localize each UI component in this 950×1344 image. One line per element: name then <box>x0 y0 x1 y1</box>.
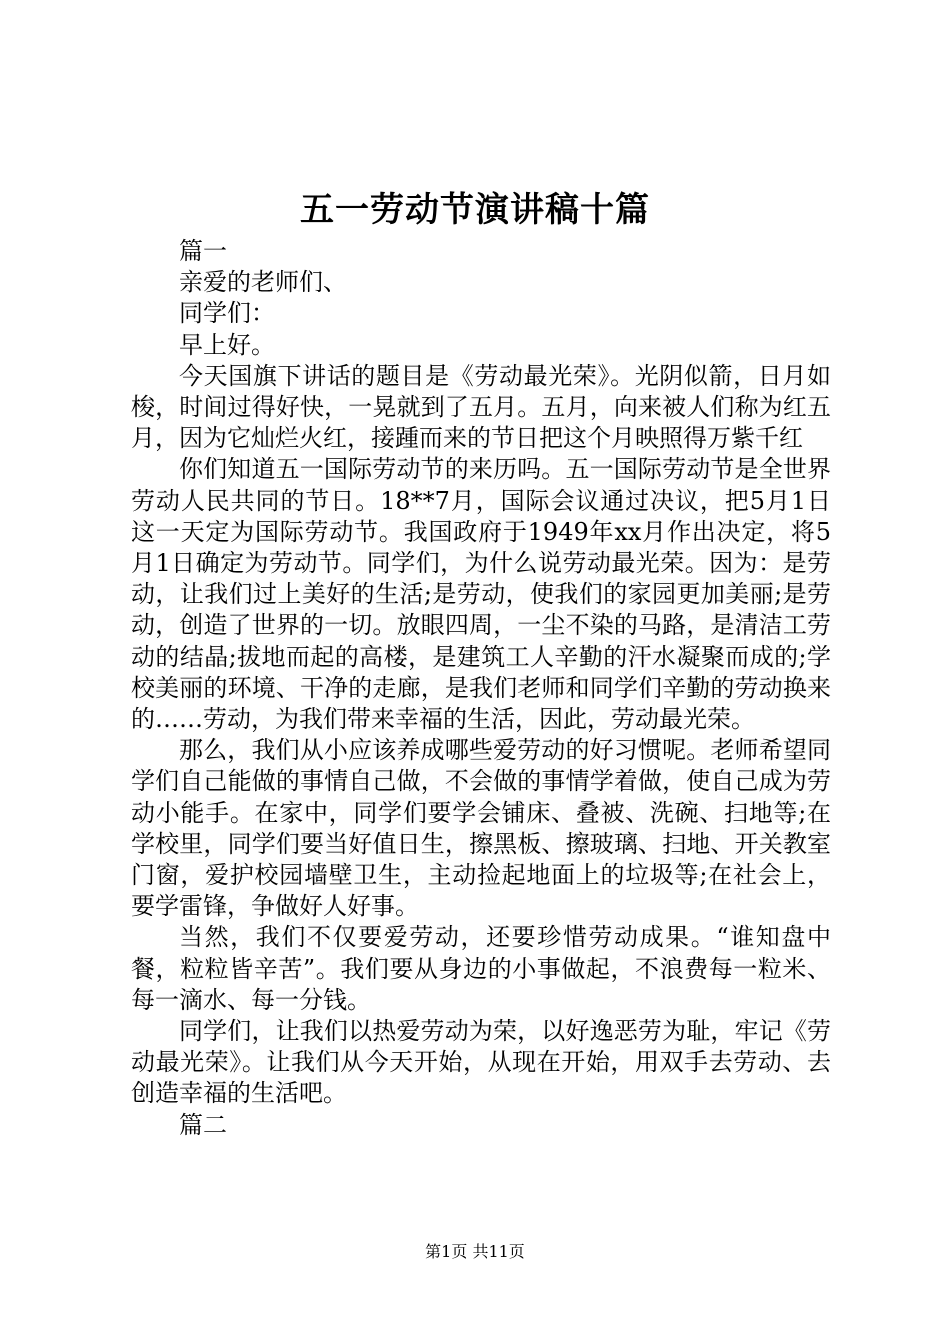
salutation-line: 同学们： <box>179 299 275 328</box>
salutation-line: 亲爱的老师们、 <box>179 268 347 297</box>
section-heading: 篇二 <box>179 1110 227 1139</box>
body-paragraph: 同学们，让我们以热爱劳动为荣，以好逸恶劳为耻，牢记《劳动最光荣》。让我们从今天开始，从现在开始，用双手去劳动、去创造幸福的生活吧。 <box>131 1017 831 1108</box>
body-paragraph: 你们知道五一国际劳动节的来历吗。五一国际劳动节是全世界劳动人民共同的节日。18**7月，国际会议通过决议，把5月1日这一天定为国际劳动节。我国政府于1949年xx月作出决定，将5月1日确定为劳动节。同学们，为什么说劳动最光荣。因为：是劳动，让我们过上美好的生活;是劳动，使我们的家园更加美丽;是劳动，创造了世界的一切。放眼四周，一尘不染的马路，是清洁工劳动的结晶;拔地而起的高楼，是建筑工人辛勤的汗水凝聚而成的;学校美丽的环境、干净的走廊，是我们老师和同学们辛勤的劳动换来的……劳动，为我们带来幸福的生活，因此，劳动最光荣。 <box>131 455 831 734</box>
body-paragraph: 那么，我们从小应该养成哪些爱劳动的好习惯呢。老师希望同学们自己能做的事情自己做，不会做的事情学着做，使自己成为劳动小能手。在家中，同学们要学会铺床、叠被、洗碗、扫地等;在学校里，同学们要当好值日生，擦黑板、擦玻璃、扫地、开关教室门窗，爱护校园墙壁卫生，主动捡起地面上的垃圾等;在社会上，要学雷锋，争做好人好事。 <box>131 736 831 921</box>
document-title: 五一劳动节演讲稿十篇 <box>300 190 650 230</box>
greeting-line: 早上好。 <box>179 330 275 359</box>
page-footer: 第1页 共11页 <box>425 1242 525 1261</box>
body-paragraph: 当然，我们不仅要爱劳动，还要珍惜劳动成果。“谁知盘中餐，粒粒皆辛苦”。我们要从身边的小事做起，不浪费每一粒米、每一滴水、每一分钱。 <box>131 923 831 1014</box>
document-body <box>131 236 831 1141</box>
section-heading: 篇一 <box>179 237 227 265</box>
body-paragraph: 今天国旗下讲话的题目是《劳动最光荣》。光阴似箭，日月如梭，时间过得好快，一晃就到了五月。五月，向来被人们称为红五月，因为它灿烂火红，接踵而来的节日把这个月映照得万紫千红 <box>131 361 831 453</box>
